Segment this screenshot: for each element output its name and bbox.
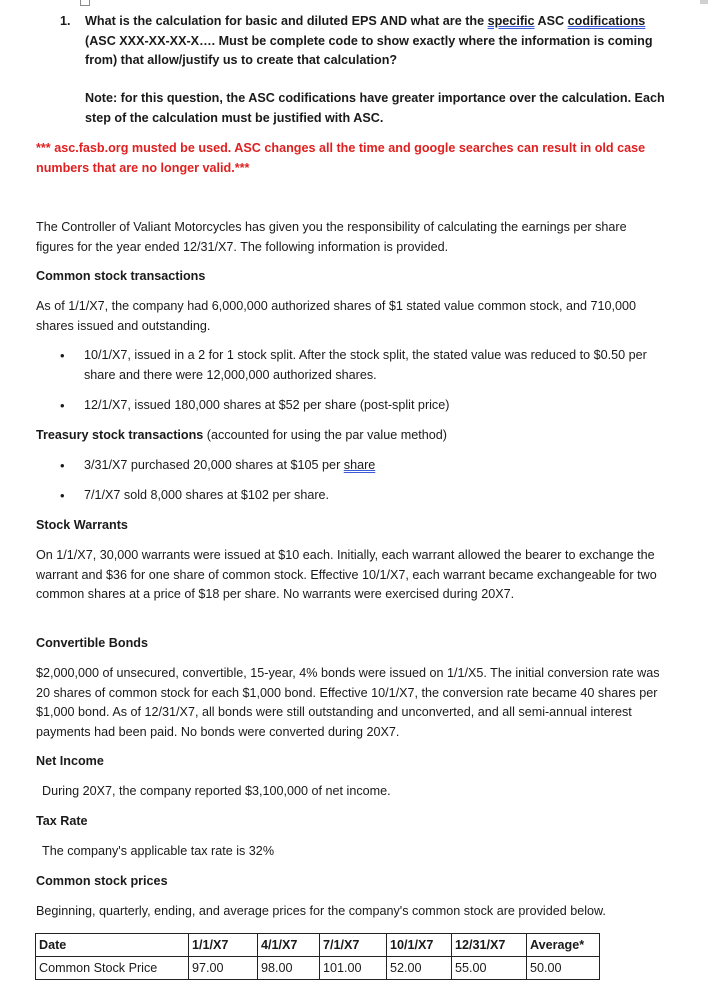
stock-price-table — [35, 933, 600, 980]
header-cell: 4/1/X7 — [258, 934, 320, 957]
bullet-text — [84, 456, 670, 476]
question-text-part-1: What is the calculation for basic and diluted EPS AND what are the — [85, 14, 488, 28]
tax-rate-heading: Tax Rate — [36, 814, 88, 828]
price-cell: 52.00 — [387, 957, 452, 980]
net-income-heading: Net Income — [36, 754, 104, 768]
net-income-paragraph: During 20X7, the company reported $3,100,000 of net income. — [42, 784, 391, 798]
header-cell: 1/1/X7 — [189, 934, 258, 957]
bullet-text: 10/1/X7, issued in a 2 for 1 stock split. After the stock split, the stated value was reduced to $0.50 per share and there were 12,000,000 authorized shares. — [84, 348, 647, 382]
header-cell: 12/31/X7 — [452, 934, 527, 957]
header-cell: 7/1/X7 — [320, 934, 387, 957]
table-row — [36, 957, 600, 980]
asc-warning: *** asc.fasb.org musted be used. ASC changes all the time and google searches can result in old case numbers that are no longer valid.*** — [36, 141, 646, 175]
header-cell: 10/1/X7 — [387, 934, 452, 957]
price-cell: 97.00 — [189, 957, 258, 980]
bonds-heading: Convertible Bonds — [36, 636, 148, 650]
question-number: 1. — [60, 14, 71, 28]
intro-paragraph: The Controller of Valiant Motorcycles has given you the responsibility of calculating the earnings per share figures for the year ended 12/31/X7. The following information is provided. — [36, 220, 627, 254]
prices-heading: Common stock prices — [36, 874, 168, 888]
tax-rate-paragraph: The company's applicable tax rate is 32% — [42, 844, 275, 858]
warrants-heading: Stock Warrants — [36, 518, 128, 532]
bullet-text: 7/1/X7 sold 8,000 shares at $102 per share. — [84, 488, 330, 502]
scroll-edge-mark — [700, 0, 708, 4]
paragraph-anchor-mark — [80, 0, 90, 6]
header-cell: Date — [36, 934, 189, 957]
bullet-icon: • — [60, 488, 65, 503]
question-text-part-2: ASC — [534, 14, 568, 28]
question-note: Note: for this question, the ASC codifications have greater importance over the calculation. Each step of the calculation must be justified with ASC. — [85, 91, 665, 125]
question-text — [85, 12, 660, 71]
question-text-part-3: (ASC XXX-XX-XX-X…. Must be complete code to show exactly where the information is coming from) that allow/justify us to create that calculation? — [85, 33, 653, 67]
bullet-icon: • — [60, 398, 65, 413]
bonds-paragraph: $2,000,000 of unsecured, convertible, 15-year, 4% bonds were issued on 1/1/X5. The initial conversion rate was 20 shares of common stock for each $1,000 bond. Effective 10/1/X7, the conversion rate became 40 shares per $1,000 bond. As of 12/31/X7, all bonds were still outstanding and unconverted, and all semi-annual interest payments had been paid. No bonds were converted during 20X7. — [36, 666, 660, 739]
treasury-bullet-2 — [60, 486, 670, 506]
price-cell: 55.00 — [452, 957, 527, 980]
treasury-heading-line — [36, 426, 666, 446]
treasury-heading-note: (accounted for using the par value method) — [203, 428, 447, 442]
table-header-row — [36, 934, 600, 957]
row-label-cell: Common Stock Price — [36, 957, 189, 980]
price-cell: 98.00 — [258, 957, 320, 980]
price-cell: 101.00 — [320, 957, 387, 980]
treasury-heading: Treasury stock transactions — [36, 428, 204, 442]
question-1 — [60, 12, 660, 71]
treasury-bullet-1-text: 3/31/X7 purchased 20,000 shares at $105 per — [84, 458, 344, 472]
warrants-paragraph: On 1/1/X7, 30,000 warrants were issued at $10 each. Initially, each warrant allowed the bearer to exchange the warrant and $36 for one share of common stock. Effective 10/1/X7, each warrant became exchangeable for two common shares at a price of $18 per share. No warrants were exercised during 20X7. — [36, 548, 657, 601]
word-share: share — [343, 458, 376, 472]
common-stock-bullet-2 — [60, 396, 670, 416]
treasury-bullet-1 — [60, 456, 670, 476]
word-specific: specific — [487, 14, 535, 28]
bullet-icon: • — [60, 458, 65, 473]
common-stock-bullet-1 — [60, 346, 670, 385]
bullet-text: 12/1/X7, issued 180,000 shares at $52 per share (post-split price) — [84, 398, 450, 412]
prices-paragraph: Beginning, quarterly, ending, and average prices for the company's common stock are provided below. — [36, 904, 606, 918]
bullet-icon: • — [60, 348, 65, 363]
header-cell: Average* — [527, 934, 600, 957]
word-codifications: codifications — [567, 14, 646, 28]
common-stock-heading: Common stock transactions — [36, 269, 206, 283]
common-stock-paragraph: As of 1/1/X7, the company had 6,000,000 authorized shares of $1 stated value common stock, and 710,000 shares issued and outstanding. — [36, 299, 636, 333]
price-cell: 50.00 — [527, 957, 600, 980]
